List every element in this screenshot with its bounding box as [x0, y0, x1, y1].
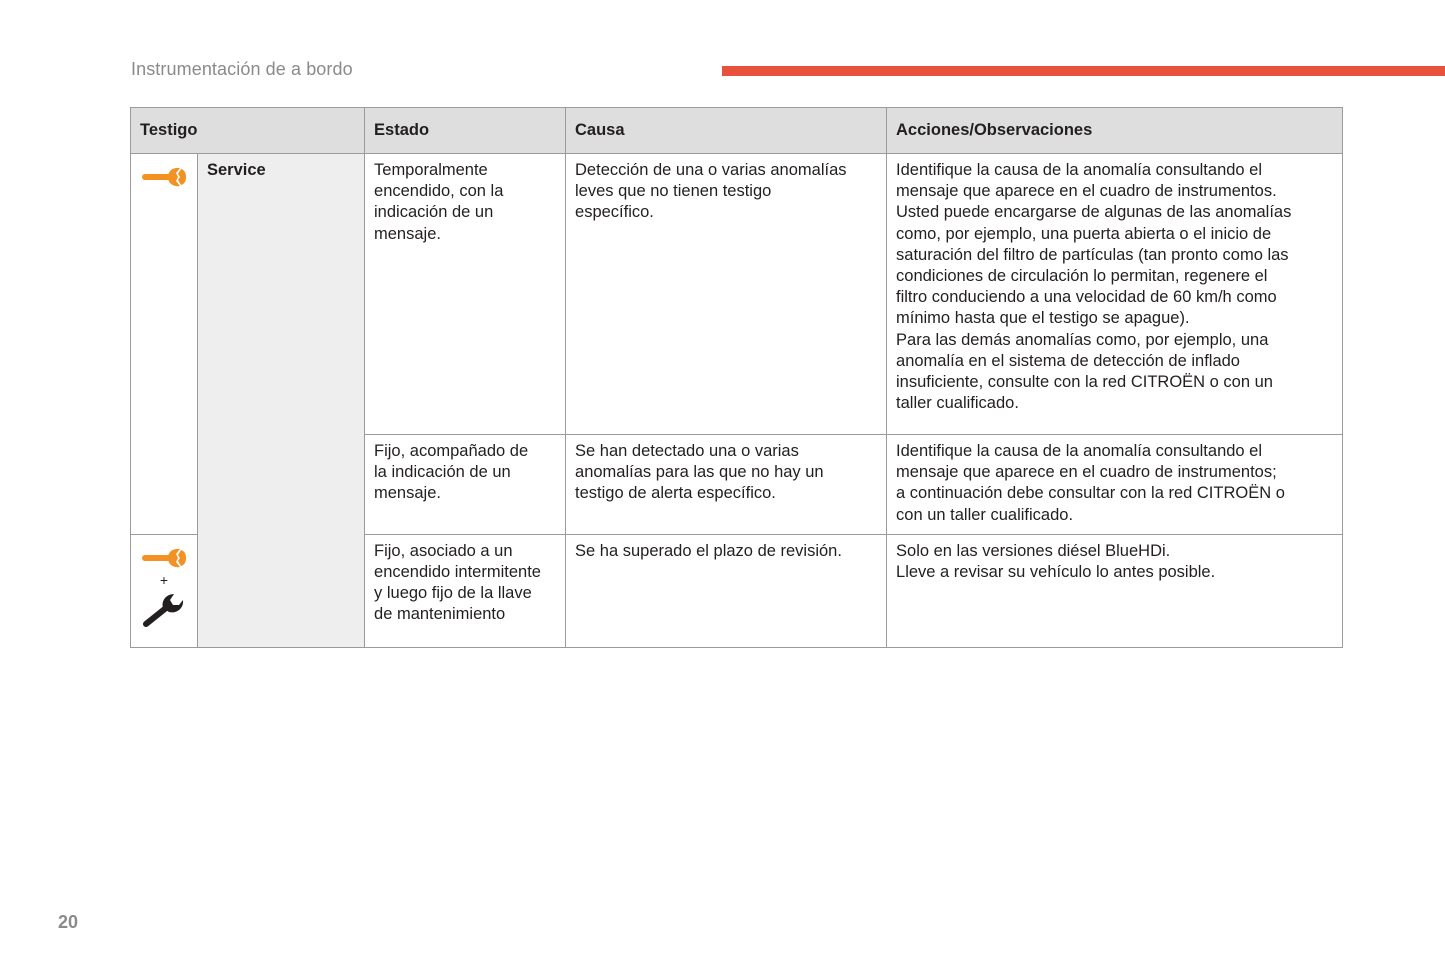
header-accent-bar: [722, 66, 1445, 76]
acciones-cell: Identifique la causa de la anomalía consultando el mensaje que aparece en el cuadro de instrumentos; a continuación debe consultar con la red CITROËN o con un taller cualificado.: [887, 435, 1343, 535]
table-header-row: [131, 108, 1343, 154]
causa-cell: Se han detectado una o varias anomalías para las que no hay un testigo de alerta específico.: [566, 435, 887, 535]
estado-cell: Fijo, acompañado de la indicación de un mensaje.: [365, 435, 566, 535]
icon-cell-service: [131, 154, 198, 535]
wrench-icon: [141, 166, 187, 188]
light-name-service: Service: [198, 154, 365, 648]
wrench-icon: [141, 547, 187, 569]
estado-cell: Temporalmente encendido, con la indicación de un mensaje.: [365, 154, 566, 435]
header-causa: Causa: [566, 108, 887, 154]
icon-cell-maintenance: [131, 534, 198, 647]
causa-cell: Se ha superado el plazo de revisión.: [566, 534, 887, 647]
estado-cell: Fijo, asociado a un encendido intermitente y luego fijo de la llave de mantenimiento: [365, 534, 566, 647]
page-number: 20: [58, 912, 79, 932]
header-acciones: Acciones/Observaciones: [887, 108, 1343, 154]
acciones-cell: Solo en las versiones diésel BlueHDi. Lleve a revisar su vehículo lo antes posible.: [887, 534, 1343, 647]
plus-sign: +: [159, 571, 169, 588]
acciones-cell: Identifique la causa de la anomalía consultando el mensaje que aparece en el cuadro de instrumentos. Usted puede encargarse de algunas de las anomalías como, por ejemplo, una puerta abierta o el inicio de saturación del filtro de partículas (tan pronto como las condiciones de circulación lo permitan, regenere el filtro conduciendo a una velocidad de 60 km/h como mínimo hasta que el testigo se apague). Para las demás anomalías como, por ejemplo, una anomalía en el sistema de detección de inflado insuficiente, consulte con la red CITROËN o con un taller cualificado.: [887, 154, 1343, 435]
warning-lights-table: [130, 107, 1343, 648]
causa-cell: Detección de una o varias anomalías leves que no tienen testigo específico.: [566, 154, 887, 435]
header-estado: Estado: [365, 108, 566, 154]
header-testigo: Testigo: [131, 108, 365, 154]
section-title: Instrumentación de a bordo: [131, 59, 353, 79]
spanner-icon: [142, 591, 186, 629]
table-row: [131, 154, 1343, 435]
